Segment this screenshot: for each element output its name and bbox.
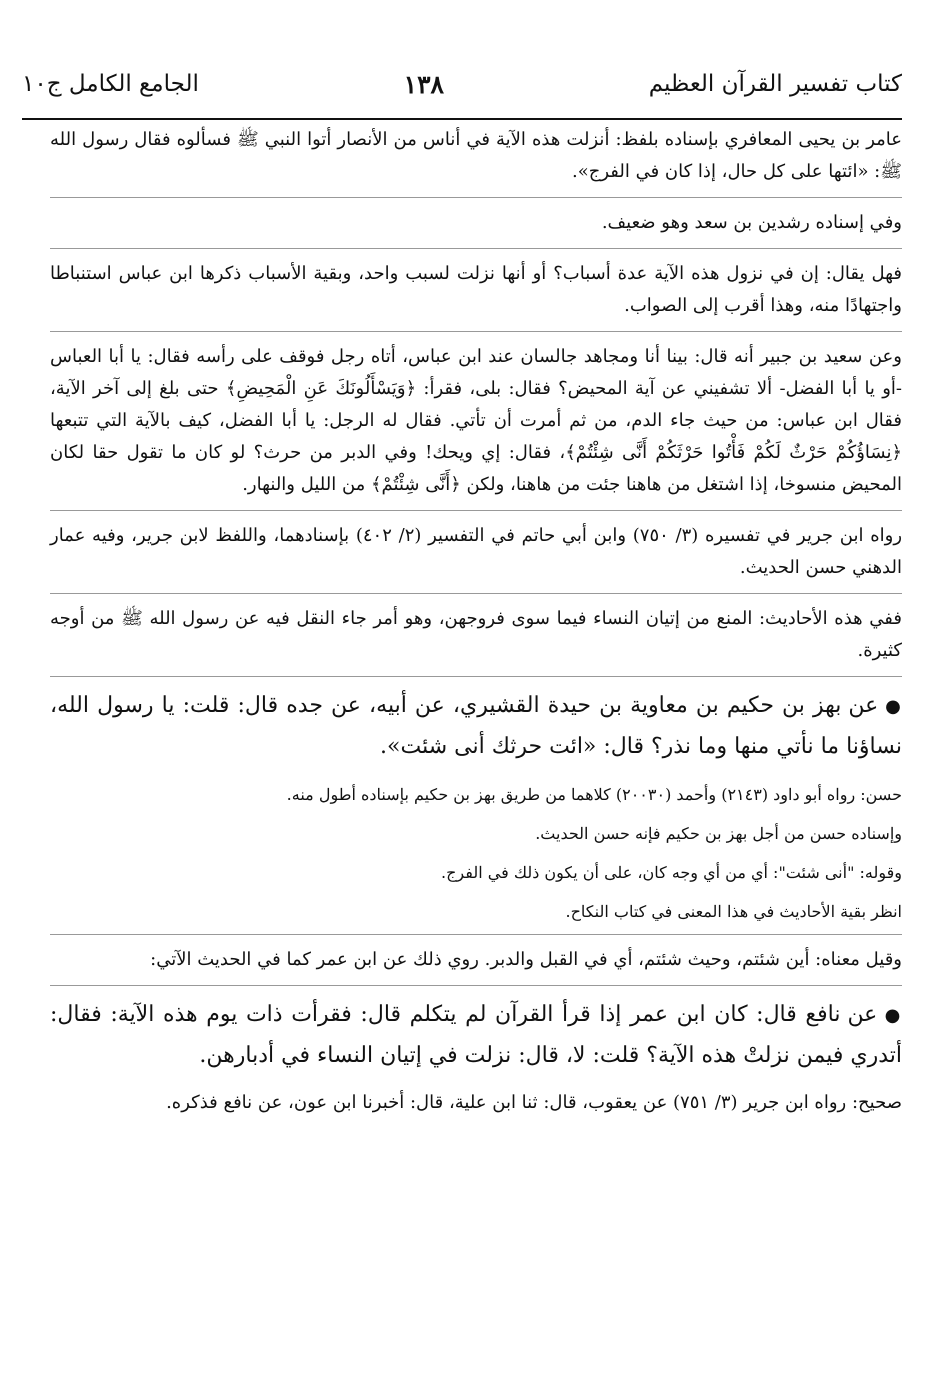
paragraph: صحيح: رواه ابن جرير (٣/ ٧٥١) عن يعقوب، قال: ثنا ابن علية، قال: أخبرنا ابن عون، عن نافع فذكره. (166, 1092, 902, 1113)
paragraph: وفي إسناده رشدين بن سعد وهو ضعيف. (50, 207, 902, 249)
footnote-line: حسن: رواه أبو داود (٢١٤٣) وأحمد (٢٠٠٣٠) كلاهما من طريق بهز بن حكيم بإسناده أطول منه. (286, 785, 902, 804)
volume-label: الجامع الكامل ج١٠ (22, 71, 199, 97)
page-header (22, 58, 902, 110)
hadith-paragraph: ● عن نافع قال: كان ابن عمر إذا قرأ القرآن لم يتكلم قال: فقرأت ذات يوم هذه الآية: فقال: أتدري فيمن نزلتْ هذه الآية؟ قلت: لا، قال: نزلت في إتيان النساء في أدبارهن. (50, 995, 902, 1087)
paragraph: فهل يقال: إن في نزول هذه الآية عدة أسباب؟ أو أنها نزلت لسبب واحد، وبقية الأسباب ذكرها ابن عباس استنباطا واجتهادًا منه، وهذا أقرب إلى الصواب. (50, 258, 902, 332)
hadith-paragraph: ● عن بهز بن حكيم بن معاوية بن حيدة القشيري، عن أبيه، عن جده قال: قلت: يا رسول الله، نساؤنا ما نأتي منها وما نذر؟ قال: «ائت حرثك أنى شئت». (50, 686, 902, 778)
footnote-line: وقوله: "أنى شئت": أي من أي وجه كان، على أن يكون ذلك في الفرج. (441, 863, 902, 882)
paragraph: وقيل معناه: أين شئتم، وحيث شئتم، أي في القبل والدبر. روي ذلك عن ابن عمر كما في الحديث الآتي: (50, 944, 902, 986)
paragraph: وعن سعيد بن جبير أنه قال: بينا أنا ومجاهد جالسان عند ابن عباس، أتاه رجل فوقف على رأسه فقال: يا أبا العباس -أو يا أبا الفضل- ألا تشفيني عن آية المحيض؟ فقال: بلى، فقرأ: ﴿وَيَسْأَلُونَكَ عَنِ الْمَحِيضِ﴾ حتى بلغ إلى آخر الآية، فقال ابن عباس: من حيث جاء الدم، من ثم أمرت أن تأتي. فقال له الرجل: يا أبا الفضل، كيف بالآية التي تتبعها ﴿نِسَاؤُكُمْ حَرْثٌ لَكُمْ فَأْتُوا حَرْثَكُمْ أَنَّى شِئْتُمْ﴾، فقال: إي ويحك! وفي الدبر من حرث؟ لو كان ما تقول حقا لكان المحيض منسوخا، إذا اشتغل من هاهنا جئت من هاهنا، ولكن ﴿أَنَّى شِئْتُمْ﴾ من الليل والنهار. (50, 341, 902, 511)
footnote-line: وإسناده حسن من أجل بهز بن حكيم فإنه حسن الحديث. (535, 824, 902, 843)
page-body (50, 124, 902, 1128)
paragraph: عامر بن يحيى المعافري بإسناده بلفظ: أنزلت هذه الآية في أناس من الأنصار أتوا النبي ﷺ فسألوه فقال رسول الله ﷺ: «ائتها على كل حال، إذا كان في الفرج». (50, 124, 902, 198)
book-title: كتاب تفسير القرآن العظيم (648, 71, 902, 97)
footnote-line: انظر بقية الأحاديث في هذا المعنى في كتاب النكاح. (50, 895, 902, 935)
page-number: ١٣٨ (403, 69, 444, 99)
paragraph: ففي هذه الأحاديث: المنع من إتيان النساء فيما سوى فروجهن، وهو أمر جاء النقل فيه عن رسول الله ﷺ من أوجه كثيرة. (50, 603, 902, 677)
header-rule (22, 118, 902, 120)
paragraph: رواه ابن جرير في تفسيره (٣/ ٧٥٠) وابن أبي حاتم في التفسير (٢/ ٤٠٢) بإسنادهما، واللفظ لابن جرير، وفيه عمار الدهني حسن الحديث. (50, 520, 902, 594)
